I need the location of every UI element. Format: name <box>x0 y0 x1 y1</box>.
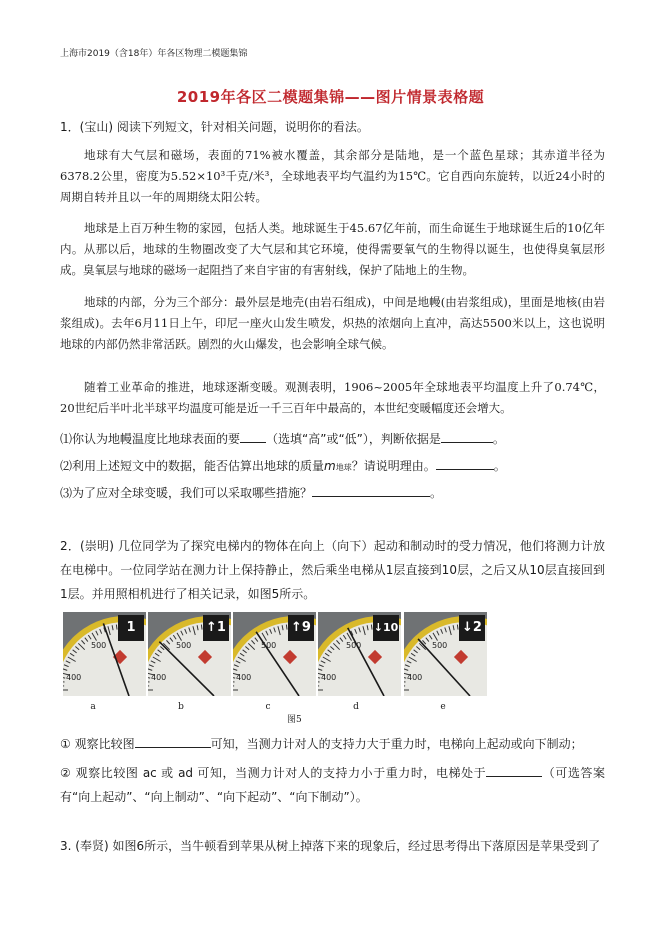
q1-s2-mass-symbol: m <box>324 459 336 473</box>
q1-s2-mass-subscript: 地球 <box>335 463 352 472</box>
q1-s3-blank[interactable] <box>312 482 430 497</box>
scale-photo-e <box>404 612 487 696</box>
scale-photo-d <box>318 612 401 696</box>
q1-intro: 1．(宝山) 阅读下列短文，针对相关问题，说明你的看法。 <box>60 120 369 134</box>
q2-subquestion-2 <box>60 761 605 809</box>
q1-subquestion-1 <box>60 428 605 450</box>
scale-photo-c <box>233 612 316 696</box>
photo-caption-b: b <box>178 702 184 712</box>
q2-intro: 2．(崇明) 几位同学为了探究电梯内的物体在向上（向下）起动和制动时的受力情况，他们将测力计放在电梯中。一位同学站在测力计上保持静止，然后乘坐电梯从1层直接到10层，之后又从10层直接回到1层。并用照相机进行了相关记录，如图5所示。 <box>60 539 605 601</box>
q1-s1-text-b: （选填“高”或“低”），判断依据是 <box>266 432 441 446</box>
page-title: 2019年各区二模题集锦——图片情景表格题 <box>176 88 485 106</box>
q1-paragraph-1: 地球有大气层和磁场，表面的71%被水覆盖，其余部分是陆地，是一个蓝色星球；其赤道半径为6378.2公里，密度为5.52×10³千克/米³，全球地表平均气温约为15℃。它自西向东旋转，以近24小时的周期自转并且以一年的周期绕太阳公转。 <box>60 148 605 204</box>
svg-text:400: 400 <box>407 673 423 682</box>
svg-text:400: 400 <box>236 673 252 682</box>
q1-s2-blank[interactable] <box>436 455 494 470</box>
photo-caption-e: e <box>440 702 446 712</box>
svg-text:500: 500 <box>91 641 107 650</box>
q1-s2-text-c: 。 <box>493 459 506 473</box>
floor-badge-c: ↑9 <box>288 615 314 641</box>
q2-s2-blank[interactable] <box>486 762 542 777</box>
svg-text:500: 500 <box>176 641 192 650</box>
svg-text:400: 400 <box>321 673 337 682</box>
q1-s3-text-a: ⑶为了应对全球变暖，我们可以采取哪些措施？ <box>60 486 313 500</box>
q1-s1-text-c: 。 <box>492 432 505 446</box>
svg-text:500: 500 <box>261 641 277 650</box>
q2-s1-text-b: 可知，当测力计对人的支持力大于重力时，电梯向上起动或向下制动； <box>210 737 583 751</box>
q3-intro: 3. (奉贤) 如图6所示，当牛顿看到苹果从树上掉落下来的现象后，经过思考得出下落原因是苹果受到了 <box>60 839 601 853</box>
floor-badge-e: ↓2 <box>459 615 485 641</box>
q1-s2-text-a: ⑵利用上述短文中的数据，能否估算出地球的质量 <box>60 459 325 473</box>
q1-subquestion-2 <box>60 455 605 478</box>
q1-s2-text-b: ？请说明理由。 <box>351 459 436 473</box>
q1-paragraph-3: 地球的内部，分为三个部分：最外层是地壳(由岩石组成)，中间是地幔(由岩浆组成)，里面是地核(由岩浆组成)。去年6月11日上午，印尼一座火山发生喷发，炽热的浓烟向上直冲，高达5500米以上，这也说明地球的内部仍然非常活跃。剧烈的火山爆发，也会影响全球气候。 <box>60 295 605 351</box>
figure-5-label: 图5 <box>287 715 302 725</box>
figure-5-photos <box>63 612 593 712</box>
photo-caption-d: d <box>353 702 359 712</box>
photo-caption-a: a <box>90 702 96 712</box>
floor-badge-b: ↑1 <box>203 615 229 641</box>
svg-text:500: 500 <box>432 641 448 650</box>
q1-s1-text-a: ⑴你认为地幔温度比地球表面的要 <box>60 432 241 446</box>
q1-s3-text-c: 。 <box>430 486 443 500</box>
q1-s1-blank-1[interactable] <box>240 428 266 443</box>
scale-photo-a <box>63 612 146 696</box>
svg-text:400: 400 <box>66 673 82 682</box>
svg-text:500: 500 <box>346 641 362 650</box>
q2-s1-blank[interactable] <box>135 733 211 748</box>
photo-caption-c: c <box>265 702 271 712</box>
q1-subquestion-3 <box>60 482 605 504</box>
q2-s1-text-a: ① 观察比较图 <box>60 737 135 751</box>
page-header: 上海市2019（含18年）年各区物理二模题集锦 <box>60 49 248 59</box>
q1-paragraph-2: 地球是上百万种生物的家园，包括人类。地球诞生于45.67亿年前，而生命诞生于地球诞生后的10亿年内。从那以后，地球的生物圈改变了大气层和其它环境，使得需要氧气的生物得以诞生，也使得臭氧层形成。臭氧层与地球的磁场一起阻挡了来自宇宙的有害射线，保护了陆地上的生物。 <box>60 221 605 277</box>
q2-s2-text-b: （可选答案有“向上起动”、“向上制动”、“向下起动”、“向下制动”）。 <box>60 766 605 804</box>
floor-badge-d: ↓10 <box>373 615 399 641</box>
q2-s2-text-a: ② 观察比较图 ac 或 ad 可知，当测力计对人的支持力小于重力时，电梯处于 <box>60 766 487 780</box>
scale-photo-b <box>148 612 231 696</box>
q1-s1-blank-2[interactable] <box>441 428 493 443</box>
svg-text:400: 400 <box>151 673 167 682</box>
q2-subquestion-1 <box>60 733 605 755</box>
q1-paragraph-4: 随着工业革命的推进，地球逐渐变暖。观测表明，1906~2005年全球地表平均温度上升了0.74℃，20世纪后半叶北半球平均温度可能是近一千三百年中最高的，本世纪变暖幅度还会增大。 <box>60 380 605 415</box>
floor-badge-a: 1 <box>118 615 144 641</box>
